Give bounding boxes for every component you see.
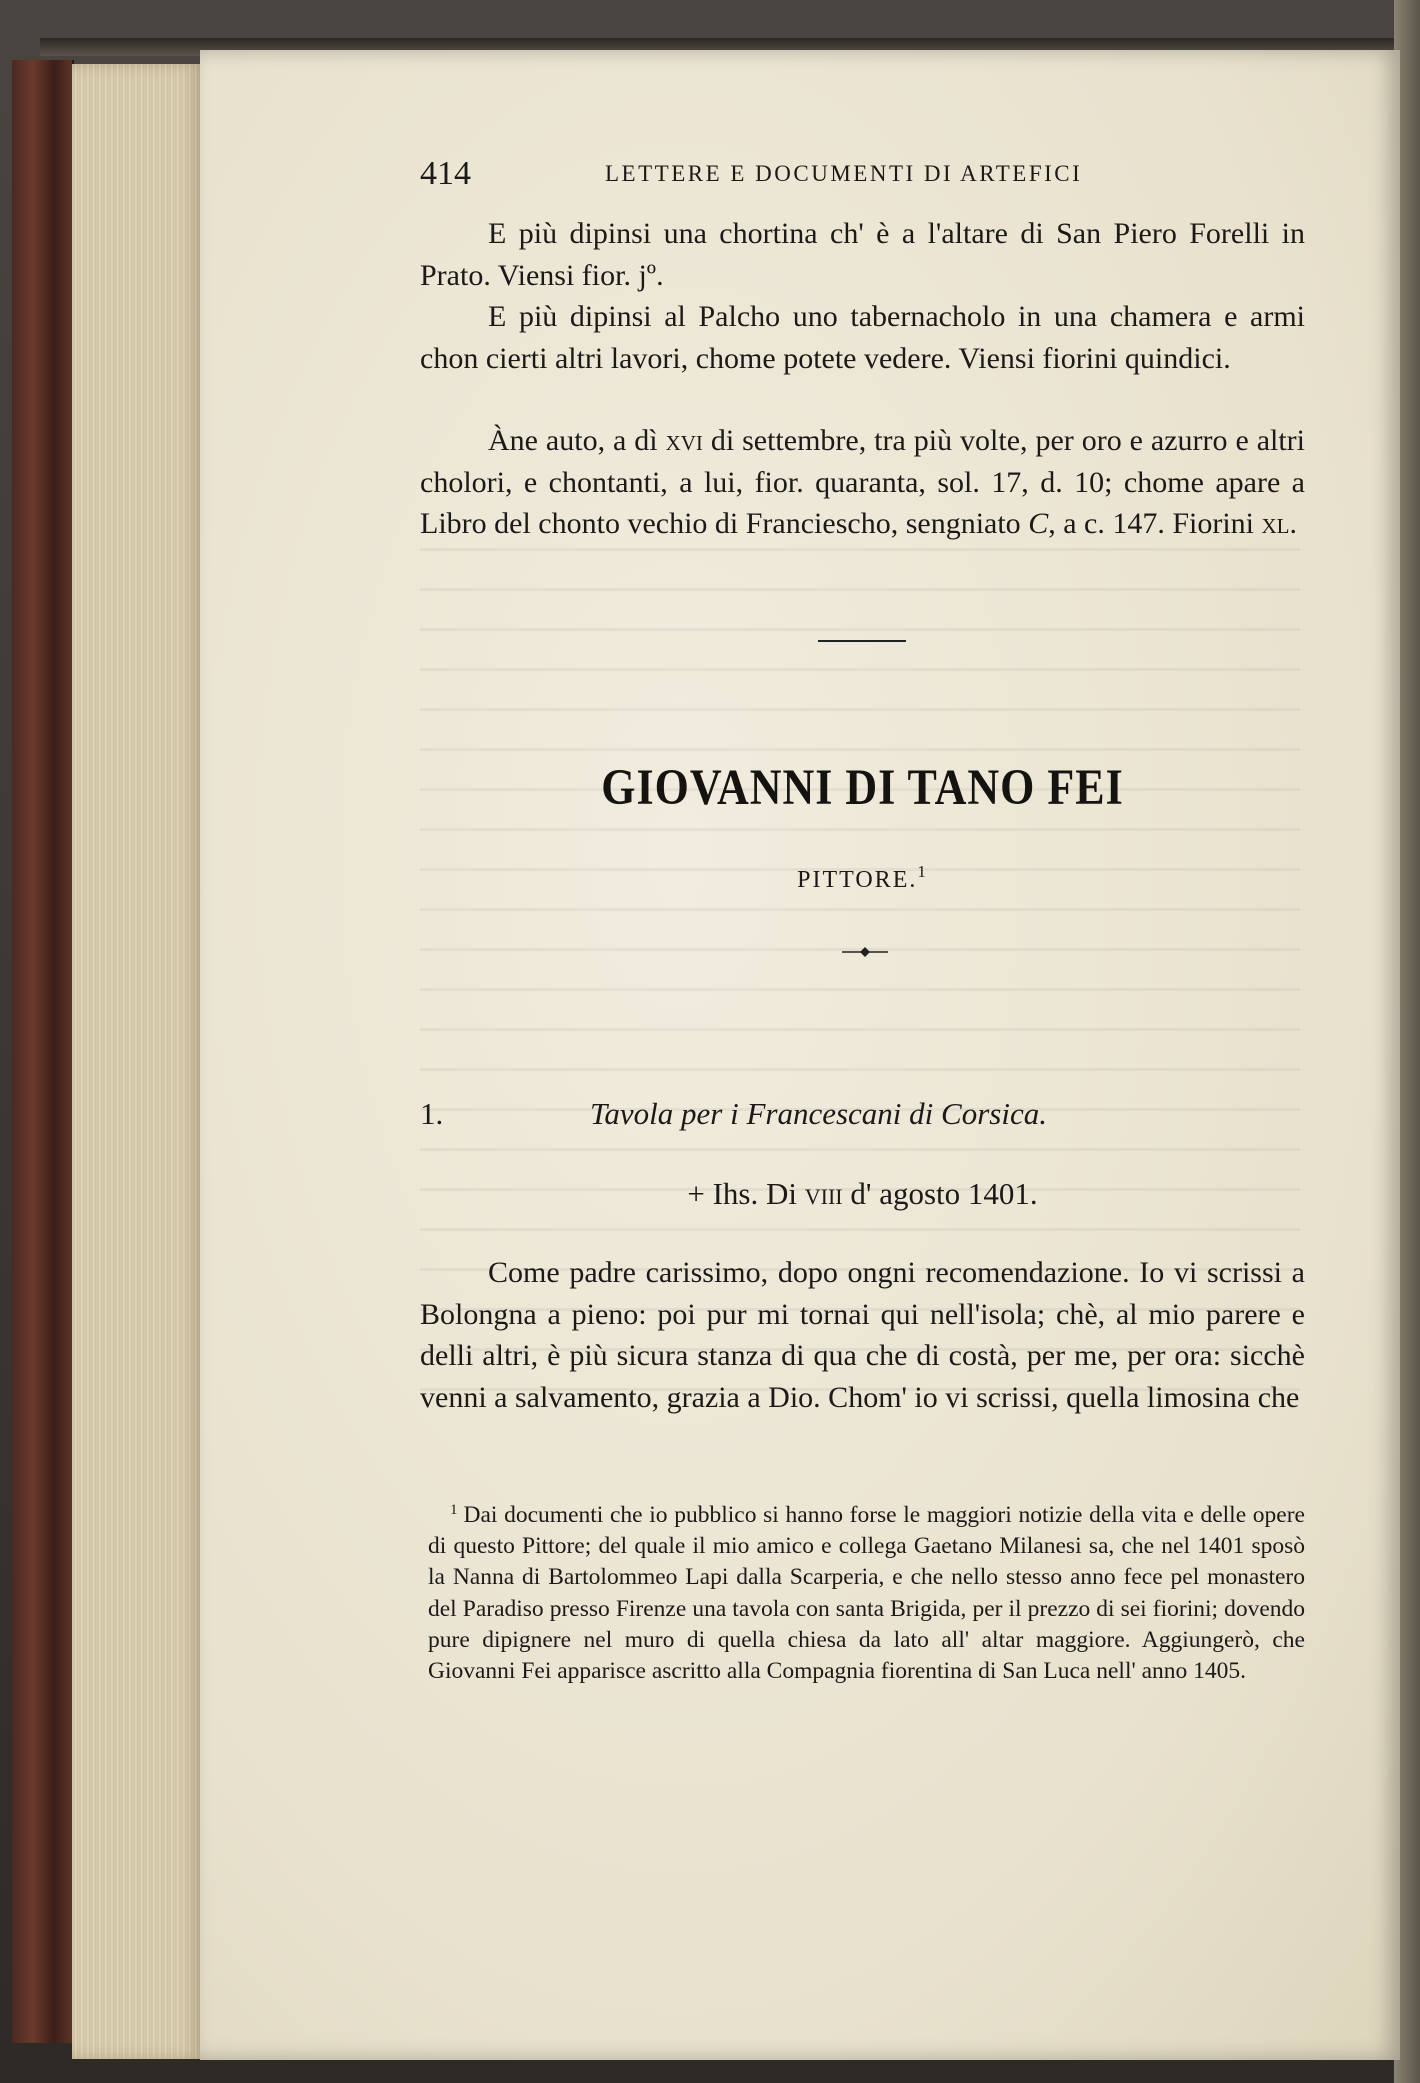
section-title: GIOVANNI DI TANO FEI (601, 759, 1124, 816)
document-title: Tavola per i Francescani di Corsica. (590, 1096, 1047, 1131)
footnote-text: Dai documenti che io pubblico si hanno forse le maggiori notizie della vita e delle opere di questo Pittore; del quale il mio amico e collega Gaetano Milanesi sa, che nel 1401 sposò la Nanna di Bartolommeo Lapi dalla Scarperia, e che nello stesso anno fece pel monastero del Paradiso presso Firenze una tavola con santa Brigida, per il prezzo di sei fiorini; dovendo pure dipignere nel muro di quella chiesa da lato all' altar maggiore. Aggiungerò, che Giovanni Fei apparisce ascritto alla Compagnia fiorentina di San Luca nell' anno 1405. (428, 1502, 1305, 1685)
footnote (428, 1495, 1305, 1687)
running-head: LETTERE E DOCUMENTI DI ARTEFICI (605, 161, 1083, 186)
footnote-mark: 1 (450, 1502, 458, 1518)
ornament-divider (840, 946, 890, 958)
dateline: + Ihs. Di viii d' agosto 1401. (687, 1176, 1038, 1211)
paragraph-2: E più dipinsi al Palcho uno tabernacholo in una chamera e armi chon cierti altri lavori, chome potete vedere. Viensi fiorini quindici. (420, 300, 1305, 375)
book-cover-left (12, 60, 74, 2043)
section-divider (818, 640, 906, 642)
ledger-letter: C (1028, 507, 1049, 540)
roman-xvi: xvi (665, 424, 703, 457)
paragraph-3: Àne auto, a dì xvi di settembre, tra più volte, per oro e azurro e altri cholori, e chontanti, a lui, fior. quaranta, sol. 17, d. 10; chome apare a Libro del chonto vechio di Franciescho, sengniato C, a c. 147. Fiorini xl. (420, 424, 1306, 540)
page-number: 414 (420, 155, 471, 192)
section-subtitle: PITTORE.$^1$ (797, 862, 928, 893)
letter-text: Come padre carissimo, dopo ongni recomendazione. Io vi scrissi a Bolongna a pieno: poi pur mi tornai qui nell'isola; chè, al mio parere e delli altri, è più sicura stanza di qua che di costà, per me, per ora: sicchè venni a salvamento, grazia a Dio. Chom' io vi scrissi, quella limosina che (420, 1256, 1305, 1414)
page-edges (72, 64, 202, 2059)
footnote-ref: 1 (917, 862, 928, 881)
paragraph-1: E più dipinsi una chortina ch' è a l'altare di San Piero Forelli in Prato. Viensi fior. jº. (420, 217, 1305, 292)
document-number: 1. (420, 1096, 444, 1131)
roman-xl: xl (1261, 507, 1290, 540)
